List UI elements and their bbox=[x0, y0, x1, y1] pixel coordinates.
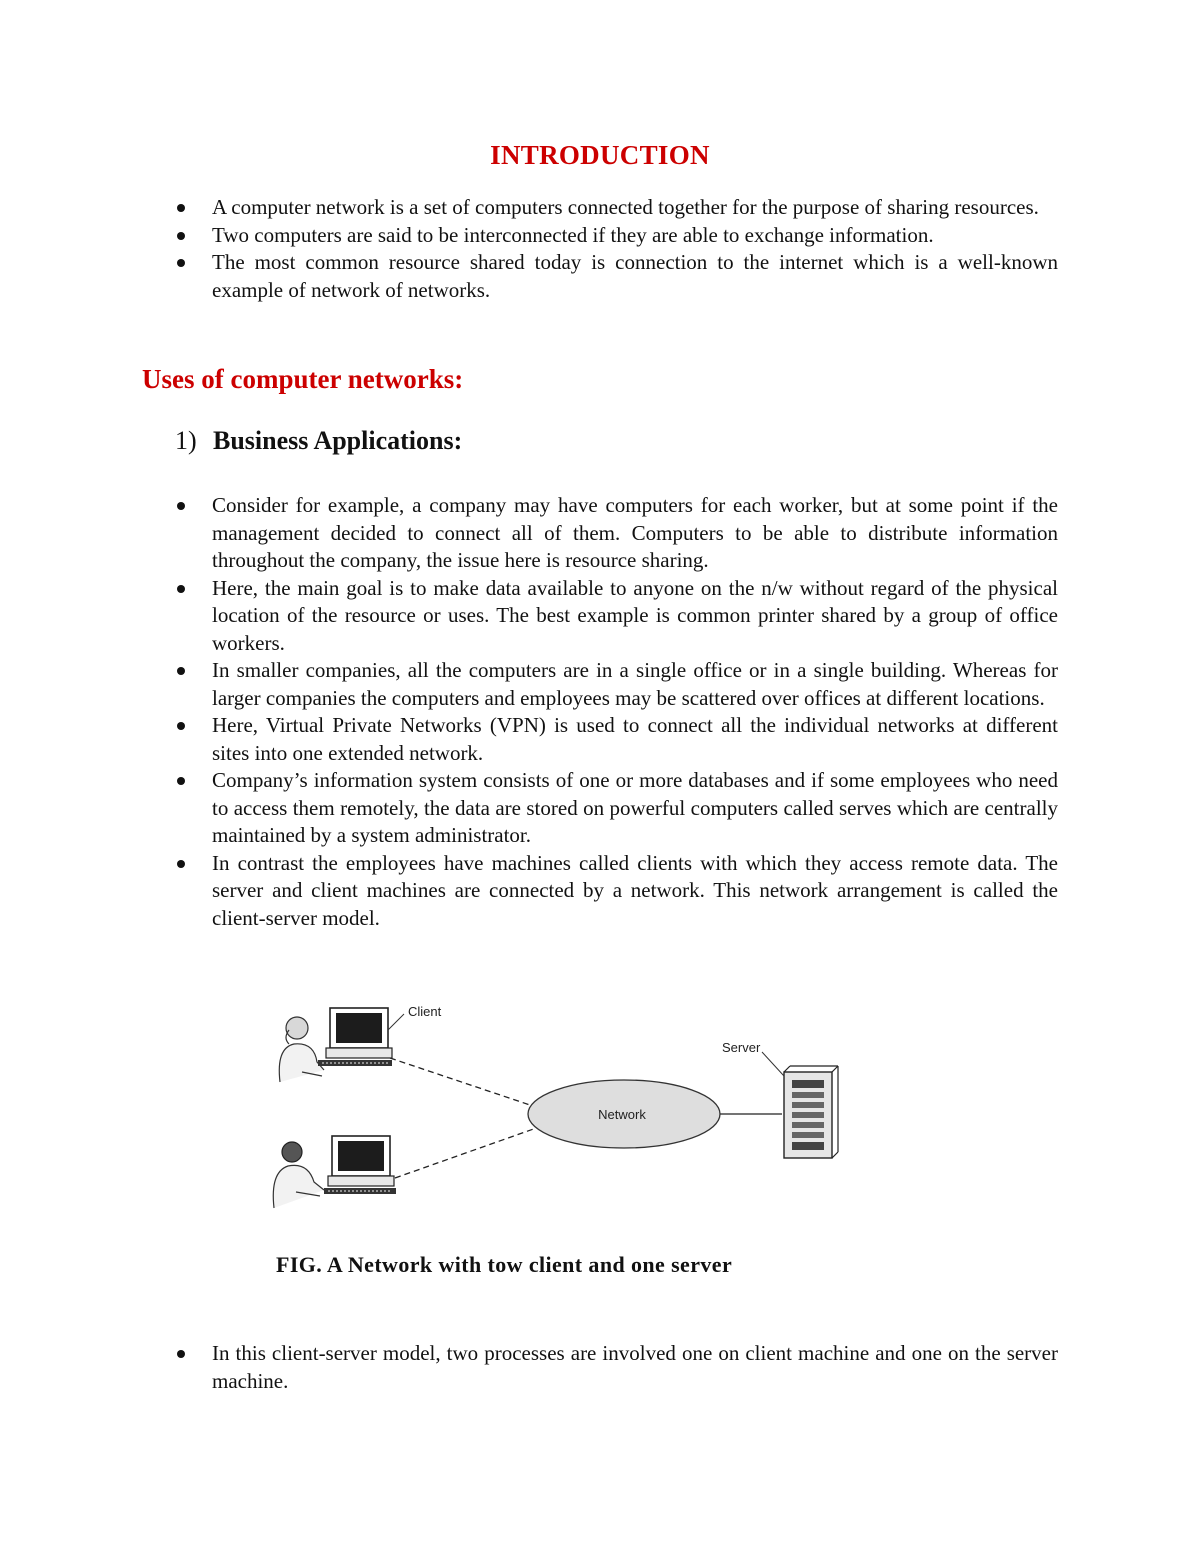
network-label: Network bbox=[598, 1107, 646, 1122]
server-callout-line bbox=[762, 1052, 784, 1076]
subsection-number: 1) bbox=[175, 426, 197, 455]
list-item-text: In this client-server model, two processes are involved one on client machine and one on the server machine. bbox=[212, 1341, 1058, 1393]
final-bullet-list bbox=[212, 1340, 1058, 1395]
bullet-icon bbox=[177, 259, 185, 267]
bullet-icon bbox=[177, 204, 185, 212]
client-callout-line bbox=[388, 1014, 404, 1030]
list-item bbox=[212, 249, 1058, 304]
list-item-text: In smaller companies, all the computers are in a single office or in a single building. Whereas for larger companies the computers and employees may be scattered over offices at different locations. bbox=[212, 658, 1058, 710]
section-heading: Uses of computer networks: bbox=[142, 364, 464, 394]
bullet-icon bbox=[177, 667, 185, 675]
list-item bbox=[212, 575, 1058, 658]
client-network-link-bottom bbox=[395, 1126, 542, 1178]
list-item-text: In contrast the employees have machines called clients with which they access remote data. The server and client machines are connected by a network. This network arrangement is called the client-server model. bbox=[212, 850, 1058, 930]
list-item-text: Here, the main goal is to make data available to anyone on the n/w without regard of the physical location of the resource or uses. The best example is common printer shared by a group of office workers. bbox=[212, 575, 1058, 655]
client-workstation-icon bbox=[273, 1136, 396, 1208]
list-item-text: Company’s information system consists of one or more databases and if some employees who need to access them remotely, the data are stored on powerful computers called serves which are centrally maintained by a system administrator. bbox=[212, 768, 1058, 847]
bullet-icon bbox=[177, 722, 185, 730]
bullet-icon bbox=[177, 502, 185, 510]
list-item bbox=[212, 194, 1058, 222]
client-network-link-top bbox=[390, 1058, 530, 1105]
list-item-text: Here, Virtual Private Networks (VPN) is used to connect all the individual networks at different sites into one extended network. bbox=[212, 713, 1058, 765]
bullet-icon bbox=[177, 777, 185, 785]
bullet-icon bbox=[177, 585, 185, 593]
list-item bbox=[212, 1340, 1058, 1395]
list-item-text: Consider for example, a company may have computers for each worker, but at some point if the management decided to connect all of them. Computers to be able to distribute information throughout the company, the issue here is resource sharing. bbox=[212, 493, 1058, 572]
list-item bbox=[212, 767, 1058, 850]
list-item bbox=[212, 492, 1058, 575]
subsection-label: Business Applications: bbox=[213, 426, 463, 455]
client-label: Client bbox=[408, 1004, 442, 1019]
client-workstation-icon bbox=[279, 1008, 392, 1082]
bullet-icon bbox=[177, 860, 185, 868]
list-item bbox=[212, 657, 1058, 712]
bullet-icon bbox=[177, 232, 185, 240]
figure-caption: FIG. A Network with tow client and one server bbox=[276, 1252, 733, 1277]
business-bullet-list bbox=[212, 492, 1058, 932]
intro-bullet-list bbox=[212, 194, 1058, 304]
list-item-text: Two computers are said to be interconnected if they are able to exchange information. bbox=[212, 222, 934, 247]
page-title: INTRODUCTION bbox=[490, 140, 710, 170]
list-item bbox=[212, 712, 1058, 767]
list-item-text: A computer network is a set of computers connected together for the purpose of sharing resources. bbox=[212, 195, 1039, 219]
subsection-heading bbox=[175, 426, 462, 456]
list-item bbox=[212, 222, 1058, 250]
bullet-icon bbox=[177, 1350, 185, 1358]
server-tower-icon bbox=[784, 1066, 838, 1158]
network-diagram bbox=[262, 1000, 862, 1230]
list-item-text: The most common resource shared today is connection to the internet which is a well-known example of network of networks. bbox=[212, 250, 1058, 302]
list-item bbox=[212, 850, 1058, 933]
server-label: Server bbox=[722, 1040, 761, 1055]
